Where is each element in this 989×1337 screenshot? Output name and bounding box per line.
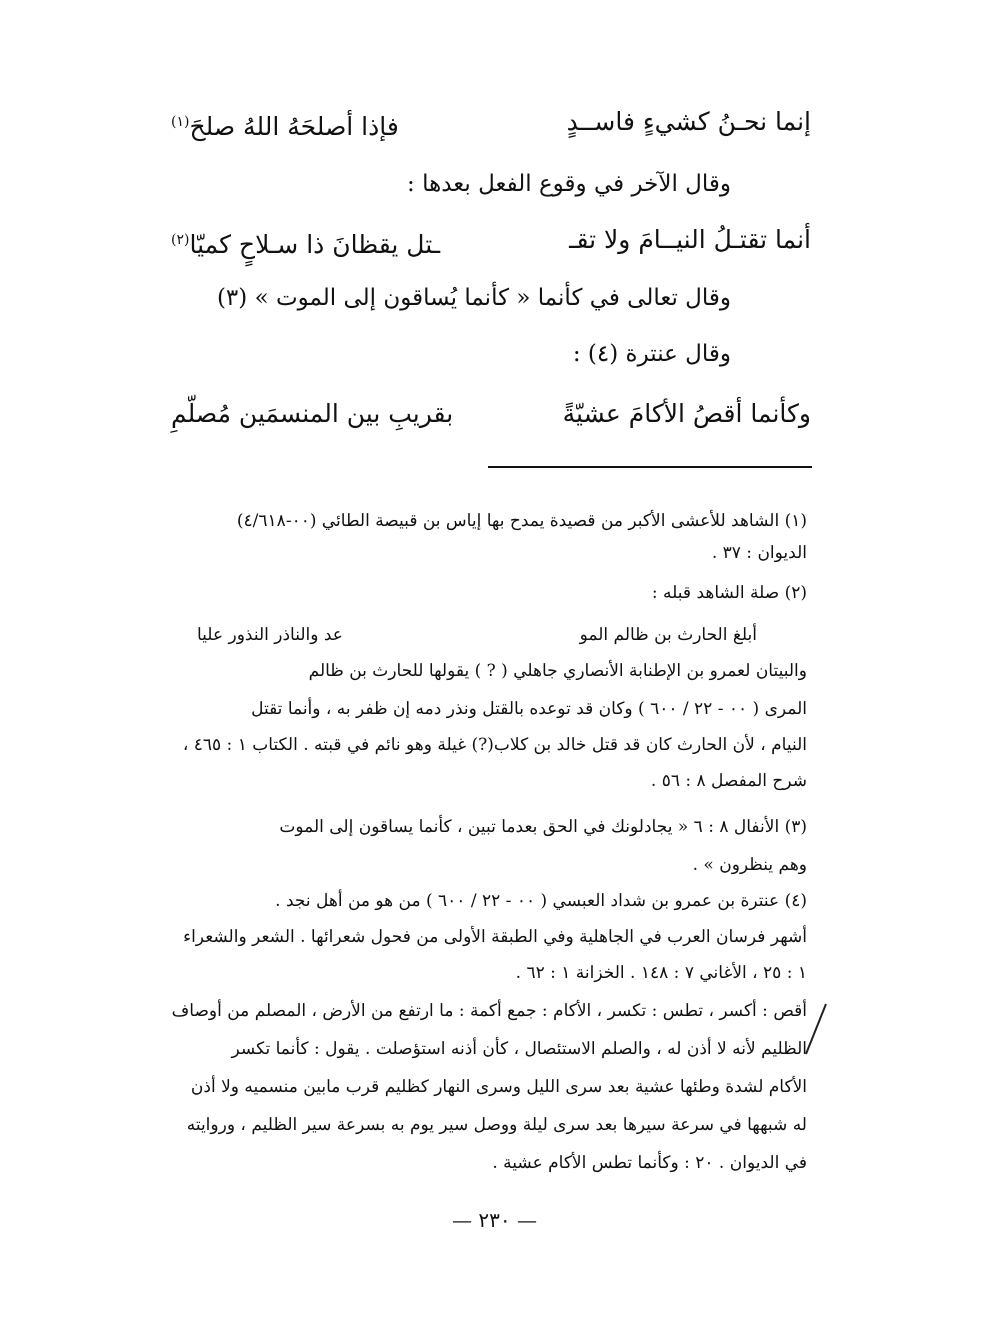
footnote-1-line-1: (١) الشاهد للأعشى الأكبر من قصيدة يمدح بها إياس بن قبيصة الطائي (٠٠-٤/٦١٨): [236, 511, 807, 531]
footnote-5-line-4: له شبهها في سرعة سيرها بعد سرى ليلة ووصل سير يوم به بسرعة سير الظليم ، وروايته: [186, 1115, 807, 1135]
footnote-2-verse: [197, 618, 757, 652]
footnote-2-line-1: والبيتان لعمرو بن الإطنابة الأنصاري جاهلي ( ? ) يقولها للحارث بن ظالم: [308, 661, 807, 681]
verse-2-first-hemistich: أنما تقتـلُ النيــامَ ولا تقـ: [569, 225, 811, 254]
footnote-2-head: (٢) صلة الشاهد قبله :: [651, 583, 807, 603]
verse-3-first-hemistich: وكأنما أقصُ الأكامَ عشيّةً: [562, 399, 811, 428]
prose-line-2: وقال تعالى في كأنما « كأنما يُساقون إلى الموت » (٣): [216, 285, 731, 311]
footnote-3-line-2: وهم ينظرون » .: [692, 855, 807, 875]
verse-2-note: (٢): [171, 232, 190, 248]
footnote-4-line-3: ١ : ٢٥ ، الأغاني ٧ : ١٤٨ . الخزانة ١ : ٦٢ .: [515, 963, 807, 983]
verse-1-second-hemistich: [171, 100, 399, 144]
verse-line-3: [171, 392, 811, 436]
footnote-4-line-1: (٤) عنترة بن عمرو بن شداد العبسي ( ٠٠ - ٢٢ / ٦٠٠ ) من هو من أهل نجد .: [275, 891, 807, 911]
page-number: — ٢٣٠ —: [452, 1208, 537, 1232]
footnote-1-line-2: الديوان : ٣٧ .: [711, 543, 807, 563]
footnote-5-line-5: في الديوان . ٢٠ : وكأنما تطس الأكام عشية .: [492, 1153, 807, 1173]
footnote-5-line-2: الظليم لأنه لا أذن له ، والصلم الاستئصال ، كأن أذنه استؤصلت . يقول : كأنما تكسر: [231, 1039, 807, 1059]
footnote-5-line-1: أقص : أكسر ، تطس : تكسر ، الأكام : جمع أكمة : ما ارتفع من الأرض ، المصلم من أوصاف: [171, 1001, 807, 1021]
footnote-separator: [488, 466, 812, 468]
footnote-5-line-3: الأكام لشدة وطئها عشية بعد سرى الليل وسرى النهار كظليم قرب مابين منسميه ولا أذن: [190, 1077, 807, 1097]
verse-2-second-hemistich: [171, 218, 440, 262]
verse-line-2: [171, 218, 811, 262]
verse-1-second-text: فإذا أصلحَهُ اللهُ صلحَ: [189, 112, 399, 142]
footnote-2-verse-second: عد والناذر النذور عليا: [197, 625, 343, 645]
prose-line-3: وقال عنترة (٤) :: [572, 341, 731, 367]
footnote-2-verse-first: أبلغ الحارث بن ظالم المو: [579, 625, 757, 645]
verse-1-first-hemistich: إنما نحـنُ كشيءٍ فاســدٍ: [566, 107, 811, 136]
footnote-2-line-4: شرح المفصل ٨ : ٥٦ .: [650, 771, 807, 791]
verse-3-second-hemistich: بقريبِ بين المنسمَين مُصلّمِ: [171, 399, 454, 428]
footnote-3-line-1: (٣) الأنفال ٨ : ٦ « يجادلونك في الحق بعدما تبين ، كأنما يساقون إلى الموت: [279, 817, 807, 837]
verse-1-note: (١): [171, 114, 190, 130]
verse-line-1: [171, 100, 811, 144]
footnote-2-line-2: المرى ( ٠٠ - ٢٢ / ٦٠٠ ) وكان قد توعده بالقتل ونذر دمه إن ظفر به ، وأنما تقتل: [251, 699, 807, 719]
prose-line-1: وقال الآخر في وقوع الفعل بعدها :: [407, 171, 731, 197]
verse-2-second-text: ـتل يقظانَ ذا سـلاحٍ كميّا: [189, 230, 441, 260]
footnote-2-line-3: النيام ، لأن الحارث كان قد قتل خالد بن كلاب(?) غيلة وهو نائم في قبته . الكتاب ١ : ٤٦٥ ،: [182, 735, 807, 755]
margin-mark: [800, 1000, 830, 1060]
footnote-4-line-2: أشهر فرسان العرب في الجاهلية وفي الطبقة الأولى من فحول شعرائها . الشعر والشعراء: [183, 927, 807, 947]
